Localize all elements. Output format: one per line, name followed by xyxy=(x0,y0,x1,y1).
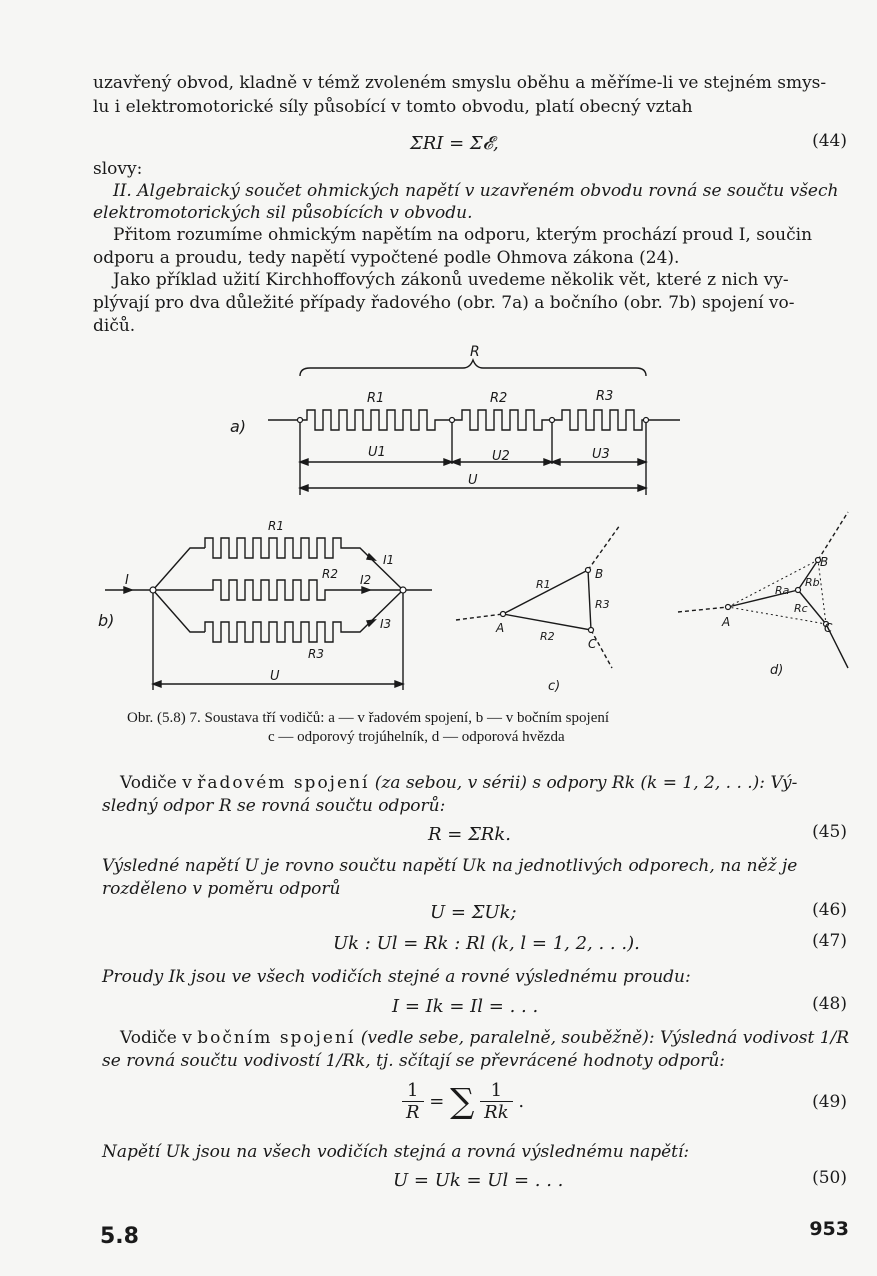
circuit-figure xyxy=(0,335,877,705)
label-U: U xyxy=(468,473,478,488)
section-number: 5.8 xyxy=(100,1224,139,1249)
label-U2: U2 xyxy=(492,449,510,464)
text-line: odporu a proudu, tedy napětí vypočtené podle Ohmova zákona (24). xyxy=(93,248,680,268)
page-number: 953 xyxy=(809,1218,849,1240)
text-line: Napětí Uk jsou na všech vodičích stejná a rovná výslednému napětí: xyxy=(102,1142,690,1162)
fig-label-b: b) xyxy=(98,611,115,630)
equation-47: Uk : Ul = Rk : Rl (k, l = 1, 2, . . .). xyxy=(333,933,640,954)
label-R3: R3 xyxy=(308,647,324,661)
text-line: Výsledné napětí U je rovno součtu napětí Uk na jednotlivých odporech, na něž je xyxy=(102,856,798,876)
equation-49: $\frac{1}{R}$ = ∑ $\frac{1}{Rk}$ . xyxy=(402,1080,524,1123)
fig-label-c: c) xyxy=(548,679,561,694)
text-line: Vodiče v řadovém spojení (za sebou, v sérii) s odpory Rk (k = 1, 2, . . .): Vý- xyxy=(120,773,798,793)
node-C: C xyxy=(824,621,833,635)
equation-number: (49) xyxy=(812,1092,847,1112)
text-line: lu i elektromotorické síly působící v tomto obvodu, platí obecný vztah xyxy=(93,97,693,117)
equation-number: (47) xyxy=(812,931,847,951)
label-R1: R1 xyxy=(268,519,284,533)
equation-number: (48) xyxy=(812,994,847,1014)
equation-50: U = Uk = Ul = . . . xyxy=(393,1170,564,1191)
label-I3: I3 xyxy=(380,617,392,631)
label-R1: R1 xyxy=(367,391,385,406)
equation-44: ΣRI = Σ𝓔, xyxy=(410,133,499,154)
equation-45: R = ΣRk. xyxy=(428,824,511,845)
label-I2: I2 xyxy=(360,573,372,587)
node-B: B xyxy=(595,567,604,581)
label-Ra: Ra xyxy=(775,584,790,597)
equation-number: (50) xyxy=(812,1168,847,1188)
text-line: dičů. xyxy=(93,316,136,336)
fig-label-a: a) xyxy=(230,417,247,436)
text-line: rozděleno v poměru odporů xyxy=(102,879,341,899)
equation-48: I = Ik = Il = . . . xyxy=(392,996,539,1017)
label-U: U xyxy=(270,669,280,684)
text-line: Vodiče v bočním spojení (vedle sebe, paralelně, souběžně): Výsledná vodivost 1/R xyxy=(120,1028,850,1048)
star-network xyxy=(678,512,848,668)
label-R3: R3 xyxy=(595,598,610,611)
equation-number: (46) xyxy=(812,900,847,920)
label-U3: U3 xyxy=(592,447,610,462)
node-B: B xyxy=(820,555,829,569)
label-I1: I1 xyxy=(383,553,395,567)
equation-number: (45) xyxy=(812,822,847,842)
label-R1: R1 xyxy=(536,578,551,591)
text-line: plývají pro dva důležité případy řadového (obr. 7a) a bočního (obr. 7b) spojení vo- xyxy=(93,293,795,313)
label-R: R xyxy=(470,344,480,360)
equation-number: (44) xyxy=(812,131,847,151)
equation-46: U = ΣUk; xyxy=(430,902,517,923)
label-Rb: Rb xyxy=(805,576,820,589)
node-A: A xyxy=(722,615,731,629)
label-U1: U1 xyxy=(368,445,386,460)
text-line: Proudy Ik jsou ve všech vodičích stejné a rovné výslednému proudu: xyxy=(102,967,691,987)
node-C: C xyxy=(588,637,597,651)
label-I: I xyxy=(125,573,129,588)
text-line: se rovná součtu vodivostí 1/Rk, tj. sčítají se převrácené hodnoty odporů: xyxy=(102,1051,726,1071)
text-line: slovy: xyxy=(93,159,143,179)
label-Rc: Rc xyxy=(794,602,808,615)
label-R2: R2 xyxy=(322,567,338,581)
law-text: II. Algebraický součet ohmických napětí v uzavřeném obvodu rovná se součtu všech xyxy=(113,181,839,201)
label-R2: R2 xyxy=(540,630,555,643)
figure-caption: Obr. (5.8) 7. Soustava tří vodičů: a — v řadovém spojení, b — v bočním spojení xyxy=(127,710,610,726)
fig-label-d: d) xyxy=(770,663,784,678)
text-line: Přitom rozumíme ohmickým napětím na odporu, kterým prochází proud I, součin xyxy=(113,225,813,245)
text-line: uzavřený obvod, kladně v témž zvoleném smyslu oběhu a měříme-li ve stejném smys- xyxy=(93,73,827,93)
figure-caption: c — odporový trojúhelník, d — odporová hvězda xyxy=(268,729,565,745)
label-R2: R2 xyxy=(490,391,508,406)
text-line: sledný odpor R se rovná součtu odporů: xyxy=(102,796,446,816)
text-line: Jako příklad užití Kirchhoffových zákonů uvedeme několik vět, které z nich vy- xyxy=(113,270,789,290)
label-R3: R3 xyxy=(596,389,614,404)
node-A: A xyxy=(496,621,505,635)
law-text: elektromotorických sil působících v obvodu. xyxy=(93,203,473,223)
